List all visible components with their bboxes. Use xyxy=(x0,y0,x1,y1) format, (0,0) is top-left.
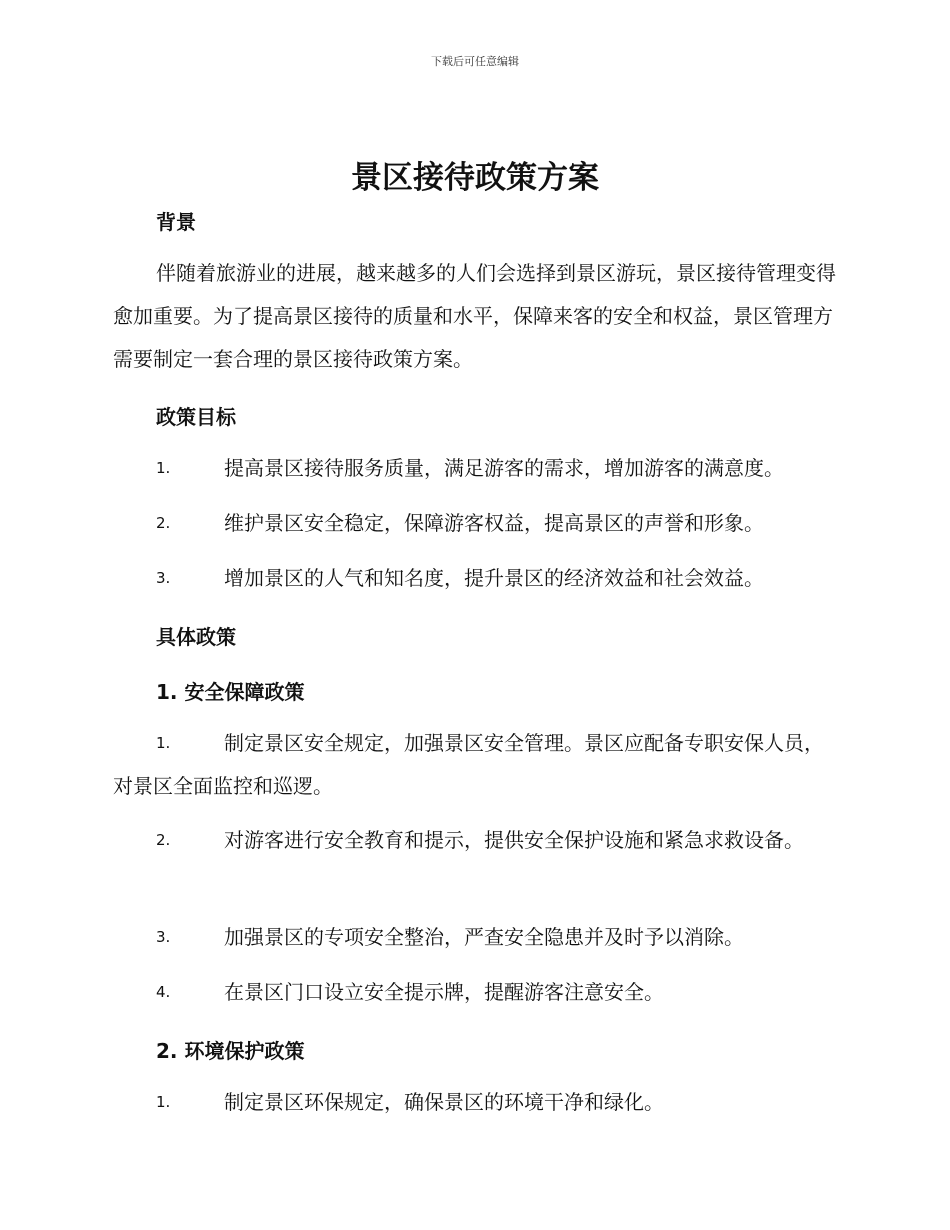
heading-policies: 具体政策 xyxy=(156,625,236,649)
list-text: 维护景区安全稳定，保障游客权益，提高景区的声誉和形象。 xyxy=(224,511,764,535)
environment-item xyxy=(113,1081,837,1124)
list-number: 2. xyxy=(156,514,171,532)
heading-background: 背景 xyxy=(156,210,196,234)
list-text: 增加景区的人气和知名度，提升景区的经济效益和社会效益。 xyxy=(224,566,764,590)
goal-item xyxy=(113,557,837,600)
list-number: 1. xyxy=(156,459,171,477)
list-text: 在景区门口设立安全提示牌，提醒游客注意安全。 xyxy=(224,980,664,1004)
list-text: 对游客进行安全教育和提示，提供安全保护设施和紧急求救设备。 xyxy=(224,828,804,852)
list-text: 加强景区的专项安全整治，严查安全隐患并及时予以消除。 xyxy=(224,925,744,949)
list-text: 制定景区环保规定，确保景区的环境干净和绿化。 xyxy=(224,1090,664,1114)
heading-goals: 政策目标 xyxy=(156,405,236,429)
heading-environment-policy: 2. 环境保护政策 xyxy=(156,1039,305,1063)
safety-item xyxy=(113,722,837,808)
list-number: 1. xyxy=(156,1093,171,1111)
list-number: 1. xyxy=(156,734,171,752)
list-number: 2. xyxy=(156,831,171,849)
list-number: 4. xyxy=(156,983,171,1001)
goal-item xyxy=(113,502,837,545)
list-text: 制定景区安全规定，加强景区安全管理。景区应配备专职安保人员，对景区全面监控和巡逻。 xyxy=(113,731,824,798)
goal-item xyxy=(113,447,837,490)
document-title: 景区接待政策方案 xyxy=(351,160,599,196)
list-number: 3. xyxy=(156,569,171,587)
safety-item xyxy=(113,916,837,959)
heading-safety-policy: 1. 安全保障政策 xyxy=(156,680,305,704)
background-paragraph: 伴随着旅游业的进展，越来越多的人们会选择到景区游玩，景区接待管理变得愈加重要。为了提高景区接待的质量和水平，保障来客的安全和权益，景区管理方需要制定一套合理的景区接待政策方案。 xyxy=(113,261,836,371)
safety-item xyxy=(113,819,837,862)
header-note: 下载后可任意编辑 xyxy=(431,55,519,68)
safety-item xyxy=(113,971,837,1014)
list-text: 提高景区接待服务质量，满足游客的需求，增加游客的满意度。 xyxy=(224,456,784,480)
list-number: 3. xyxy=(156,928,171,946)
